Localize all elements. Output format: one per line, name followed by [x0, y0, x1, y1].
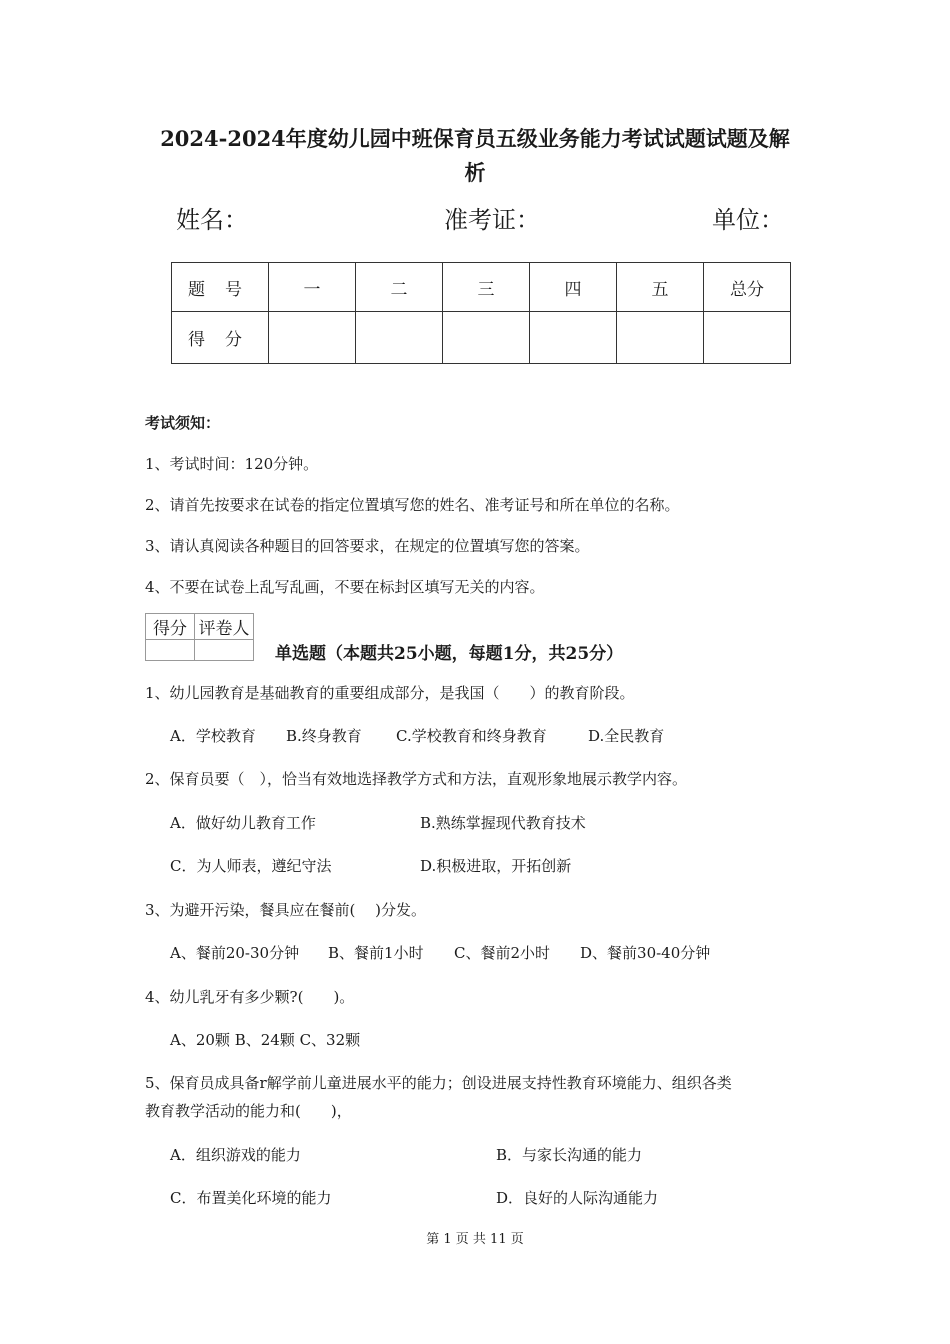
grader-score-cell[interactable] — [146, 640, 195, 661]
question-2-option-d[interactable]: D.积极进取，开拓创新 — [420, 857, 572, 875]
question-3-option-b[interactable]: B、餐前1小时 — [328, 944, 424, 962]
name-label: 姓名： — [176, 206, 248, 234]
question-5-option-d[interactable]: D．良好的人际沟通能力 — [496, 1189, 659, 1207]
score-cell-4: 四 — [530, 263, 617, 312]
score-table-score-row — [172, 312, 791, 364]
score-cell-2: 二 — [356, 263, 443, 312]
notice-item-2: 2、请首先按要求在试卷的指定位置填写您的姓名、准考证号和所在单位的名称。 — [145, 496, 680, 514]
question-1-option-c[interactable]: C.学校教育和终身教育 — [396, 727, 547, 745]
score-cell-total: 总分 — [704, 263, 791, 312]
page-title — [140, 122, 810, 190]
page-footer: 第 1 页 共 11 页 — [426, 1232, 524, 1247]
score-input-total[interactable] — [704, 312, 791, 364]
unit-label: 单位： — [712, 206, 784, 234]
score-cell-1: 一 — [269, 263, 356, 312]
score-input-5[interactable] — [617, 312, 704, 364]
question-4-stem: 4、幼儿乳牙有多少颗?( )。 — [145, 988, 355, 1006]
question-2-option-a[interactable]: A．做好幼儿教育工作 — [170, 814, 316, 832]
score-cell-3: 三 — [443, 263, 530, 312]
score-input-2[interactable] — [356, 312, 443, 364]
grader-score-label: 得分 — [146, 614, 195, 640]
question-2-option-c[interactable]: C．为人师表，遵纪守法 — [170, 857, 332, 875]
score-input-4[interactable] — [530, 312, 617, 364]
score-input-3[interactable] — [443, 312, 530, 364]
section-title: 单选题（本题共25小题，每题1分，共25分） — [275, 644, 624, 664]
notice-item-3: 3、请认真阅读各种题目的回答要求，在规定的位置填写您的答案。 — [145, 537, 590, 555]
score-cell-5: 五 — [617, 263, 704, 312]
question-1-option-d[interactable]: D.全民教育 — [588, 727, 665, 745]
question-2-option-b[interactable]: B.熟练掌握现代教育技术 — [420, 814, 586, 832]
question-1-stem: 1、幼儿园教育是基础教育的重要组成部分，是我国（ ）的教育阶段。 — [145, 684, 635, 702]
score-row-label: 得分 — [172, 312, 269, 364]
question-5-option-a[interactable]: A．组织游戏的能力 — [170, 1146, 301, 1164]
question-5-option-c[interactable]: C．布置美化环境的能力 — [170, 1189, 332, 1207]
notice-item-1: 1、考试时间：120分钟。 — [145, 455, 319, 473]
question-3-option-d[interactable]: D、餐前30-40分钟 — [580, 944, 711, 962]
question-2-stem: 2、保育员要（ ），恰当有效地选择教学方式和方法，直观形象地展示教学内容。 — [145, 770, 688, 788]
question-1-option-a[interactable]: A．学校教育 — [170, 727, 256, 745]
question-5-stem-line-1: 5、保育员成具备r解学前儿童进展水平的能力；创设进展支持性教育环境能力、组织各类 — [145, 1074, 732, 1092]
notice-heading: 考试须知： — [145, 414, 221, 432]
notice-item-4: 4、不要在试卷上乱写乱画，不要在标封区填写无关的内容。 — [145, 578, 545, 596]
question-3-option-c[interactable]: C、餐前2小时 — [454, 944, 551, 962]
grader-table — [145, 613, 254, 661]
question-5-option-b[interactable]: B．与家长沟通的能力 — [496, 1146, 643, 1164]
score-input-1[interactable] — [269, 312, 356, 364]
question-5-stem-line-2: 教育教学活动的能力和( )， — [145, 1102, 352, 1120]
exam-id-label: 准考证： — [444, 206, 540, 234]
grader-name-cell[interactable] — [195, 640, 254, 661]
question-3-option-a[interactable]: A、餐前20-30分钟 — [170, 944, 300, 962]
question-4-options[interactable]: A、20颗 B、24颗 C、32颗 — [170, 1031, 361, 1049]
grader-name-label: 评卷人 — [195, 614, 254, 640]
score-table — [171, 262, 791, 364]
score-table-header-row — [172, 263, 791, 312]
question-1-option-b[interactable]: B.终身教育 — [286, 727, 362, 745]
title-line-1: 2024-2024年度幼儿园中班保育员五级业务能力考试试题试题及解 — [160, 126, 790, 151]
title-line-2: 析 — [464, 160, 486, 185]
question-3-stem: 3、为避开污染，餐具应在餐前( )分发。 — [145, 901, 427, 919]
score-cell-question-no: 题号 — [172, 263, 269, 312]
